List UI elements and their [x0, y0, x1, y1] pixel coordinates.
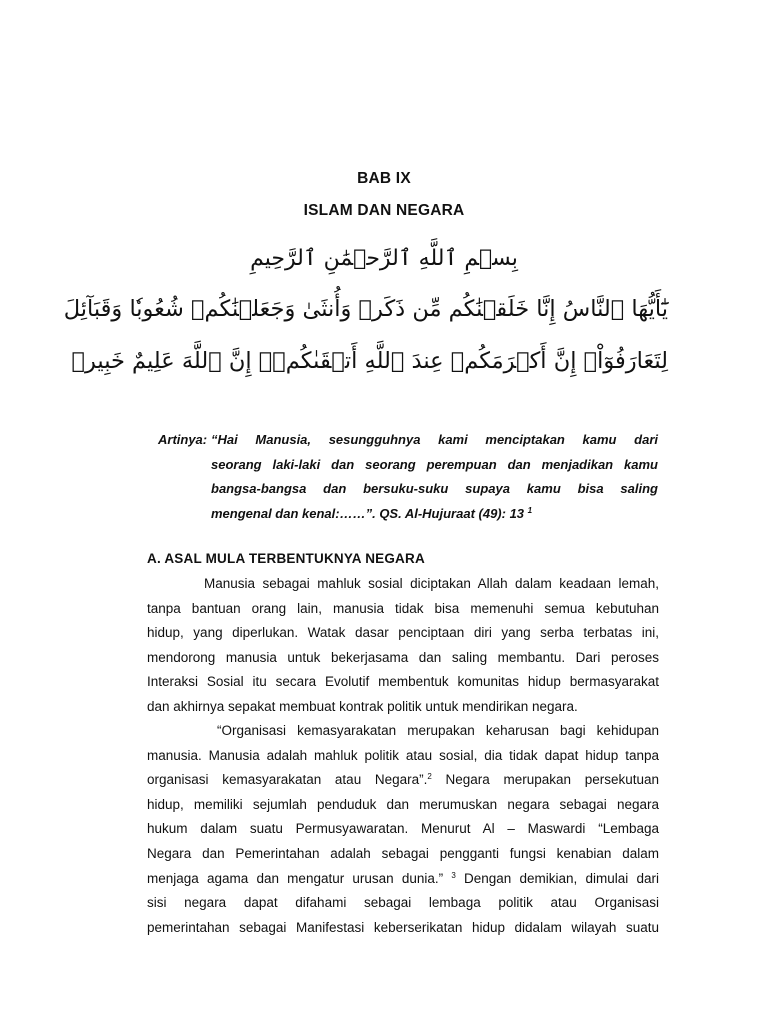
- paragraph-1-line-4: mendorong manusia untuk bekerjasama dan saling membantu. Dari peroses: [147, 649, 659, 665]
- paragraph-1-line-5: Interaksi Sosial itu secara Evolutif membentuk komunitas hidup bermasyarakat: [147, 674, 659, 690]
- paragraph-1-line-6: dan akhirnya sepakat membuat kontrak politik untuk mendirikan negara.: [147, 698, 578, 714]
- paragraph-1-line-3: hidup, yang diperlukan. Watak dasar penciptaan diri yang serba terbatas ini,: [147, 625, 659, 641]
- paragraph-2: [147, 719, 659, 940]
- translation-line-1: “Hai Manusia, sesungguhnya kami menciptakan kamu dari: [211, 432, 658, 447]
- paragraph-2-line-2: manusia. Manusia adalah mahluk politik atau sosial, dia tidak dapat hidup tanpa: [147, 747, 659, 763]
- paragraph-2-line-7-a: menjaga agama dan mengatur urusan dunia.”: [147, 870, 444, 886]
- paragraph-2-line-7: [147, 867, 659, 892]
- paragraph-2-line-3: [147, 768, 659, 793]
- chapter-number: BAB IX: [357, 170, 411, 187]
- paragraph-1-line-2: tanpa bantuan orang lain, manusia tidak bisa memenuhi semua kebutuhan: [147, 600, 659, 616]
- basmala-arabic: بِسۡمِ ٱللَّهِ ٱلرَّحۡمَٰنِ ٱلرَّحِيمِ: [250, 246, 518, 271]
- translation-line-4-text: mengenal dan kenal:……”. QS. Al-Hujuraat (49): 13: [211, 505, 525, 521]
- footnote-marker-3: 3: [451, 870, 456, 880]
- quran-verse-line-1: يَٰٓأَيُّهَا ٱلنَّاسُ إِنَّا خَلَقۡنَٰكُم مِّن ذَكَرٖ وَأُنثَىٰ وَجَعَلۡنَٰكُمۡ شُعُوبٗا وَقَبَآئِلَ: [63, 296, 668, 322]
- paragraph-1-line-1: Manusia sebagai mahluk sosial diciptakan Allah dalam keadaan lemah,: [204, 576, 659, 591]
- paragraph-2-line-7-b: Dengan demikian, dimulai dari: [455, 870, 659, 886]
- translation-line-3: bangsa-bangsa dan bersuku-suku supaya kamu bisa saling: [211, 481, 658, 496]
- paragraph-2-line-5: hukum dalam suatu Permusyawaratan. Menurut Al – Maswardi “Lembaga: [147, 821, 659, 837]
- footnote-marker-2: 2: [427, 772, 432, 782]
- section-heading: A. ASAL MULA TERBENTUKNYA NEGARA: [147, 551, 425, 566]
- chapter-title: ISLAM DAN NEGARA: [303, 202, 465, 219]
- paragraph-2-line-1: “Organisasi kemasyarakatan merupakan keharusan bagi kehidupan: [217, 723, 659, 738]
- paragraph-2-line-8: sisi negara dapat difahami sebagai lembaga politik atau Organisasi: [147, 895, 659, 911]
- footnote-marker-1: 1: [527, 505, 533, 515]
- paragraph-2-line-4: hidup, memiliki sejumlah penduduk dan merumuskan negara sebagai negara: [147, 796, 659, 812]
- paragraph-2-line-9: pemerintahan sebagai Manifestasi keberserikatan hidup didalam wilayah suatu: [147, 919, 659, 935]
- translation-line-4: [211, 502, 658, 527]
- paragraph-2-line-3-b: Negara merupakan persekutuan: [431, 772, 659, 788]
- paragraph-2-line-6: Negara dan Pemerintahan adalah sebagai pengganti fungsi kenabian dalam: [147, 845, 659, 861]
- paragraph-1: [147, 572, 659, 720]
- quran-verse-line-2: لِتَعَارَفُوٓاْۚ إِنَّ أَكۡرَمَكُمۡ عِندَ ٱللَّهِ أَتۡقَىٰكُمۡۚ إِنَّ ٱللَّهَ عَلِيمٌ خَبِيرٞ: [71, 348, 668, 374]
- verse-translation: [158, 428, 658, 526]
- paragraph-2-line-3-a: organisasi kemasyarakatan atau Negara”.: [147, 772, 428, 788]
- translation-line-2: seorang laki-laki dan seorang perempuan dan menjadikan kamu: [211, 456, 658, 472]
- translation-lead: Artinya:: [158, 432, 208, 447]
